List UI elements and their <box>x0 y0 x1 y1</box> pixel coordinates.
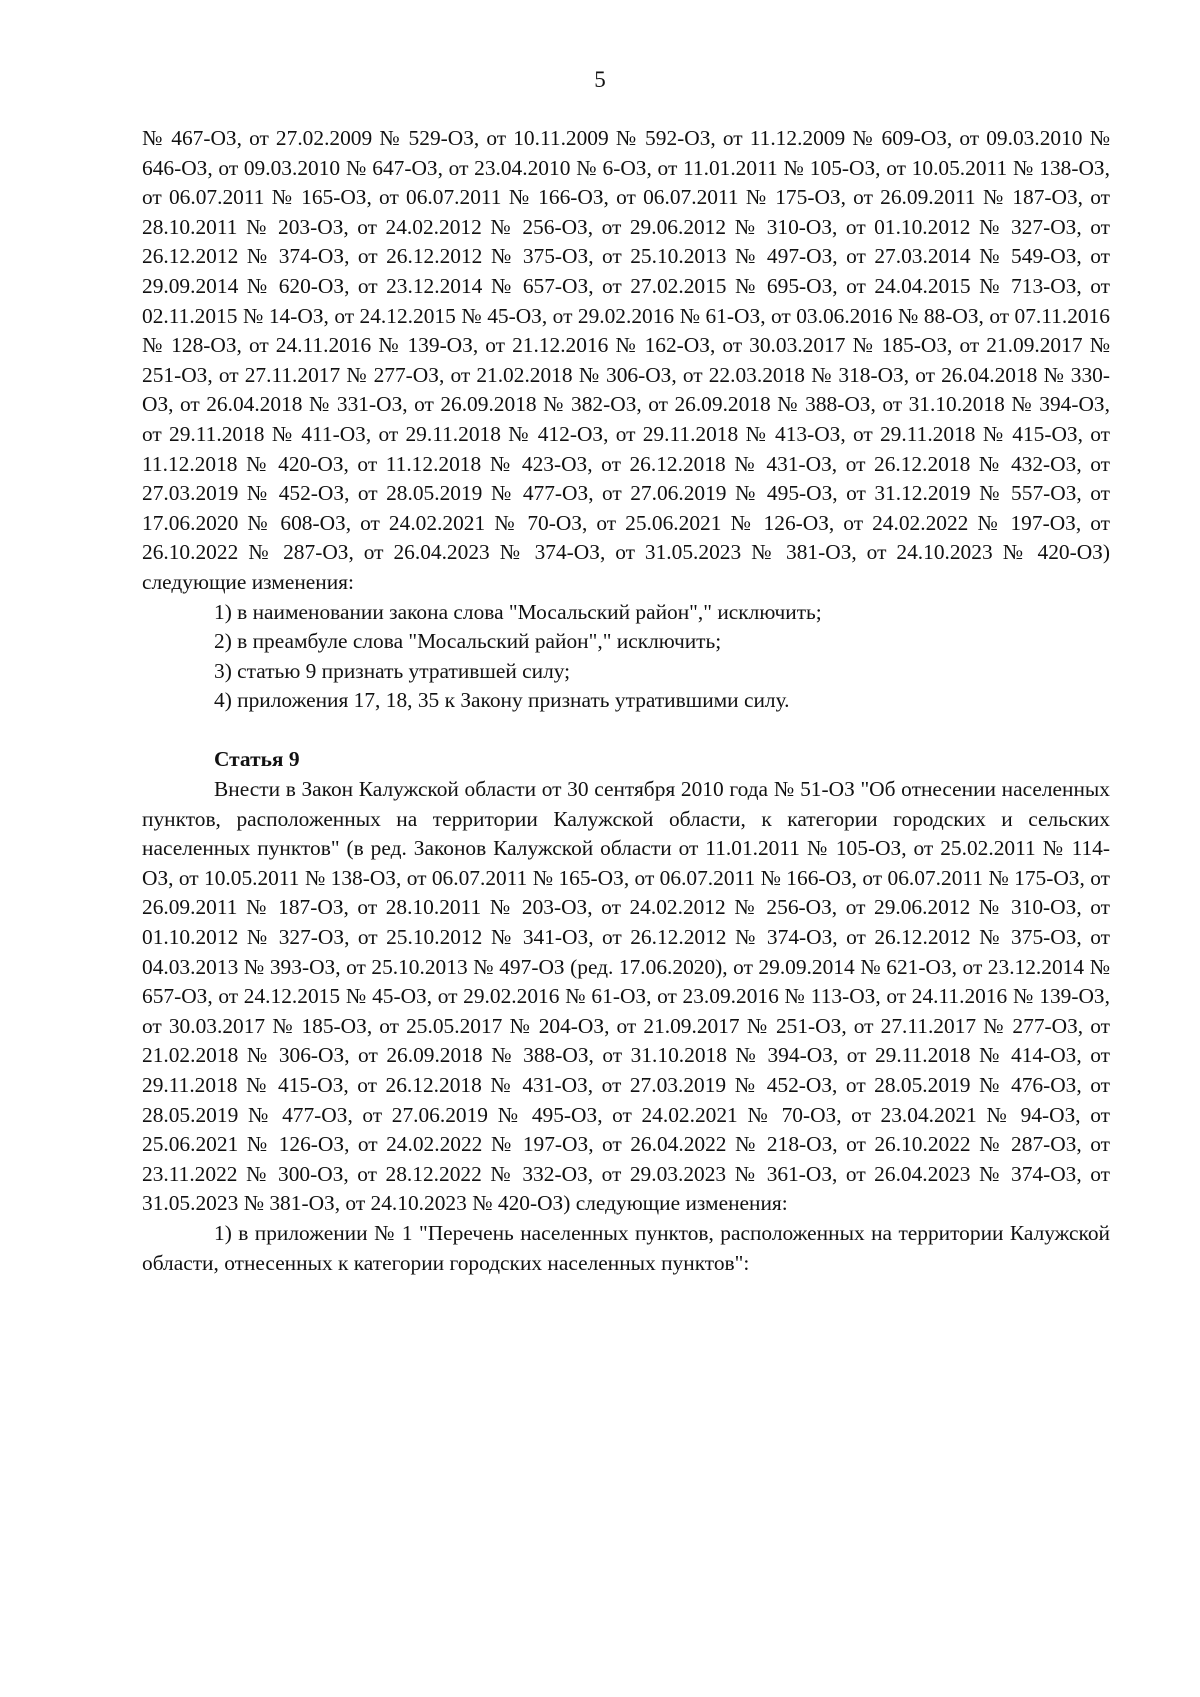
page-number: 5 <box>594 67 606 92</box>
change-item-4: 4) приложения 17, 18, 35 к Закону признать утратившими силу. <box>214 688 790 713</box>
article-paragraph: Внести в Закон Калужской области от 30 сентября 2010 года № 51-ОЗ "Об отнесении населенных пунктов, расположенных на территории Калужской области, к категории городских и сельских населенных пунктов" (в ред. Законов Калужской области от 11.01.2011 № 105-ОЗ, от 25.02.2011 № 114-ОЗ, от 10.05.2011 № 138-ОЗ, от 06.07.2011 № 165-ОЗ, от 06.07.2011 № 166-ОЗ, от 06.07.2011 № 175-ОЗ, от 26.09.2011 № 187-ОЗ, от 28.10.2011 № 203-ОЗ, от 24.02.2012 № 256-ОЗ, от 29.06.2012 № 310-ОЗ, от 01.10.2012 № 327-ОЗ, от 25.10.2012 № 341-ОЗ, от 26.12.2012 № 374-ОЗ, от 26.12.2012 № 375-ОЗ, от 04.03.2013 № 393-ОЗ, от 25.10.2013 № 497-ОЗ (ред. 17.06.2020), от 29.09.2014 № 621-ОЗ, от 23.12.2014 № 657-ОЗ, от 24.12.2015 № 45-ОЗ, от 29.02.2016 № 61-ОЗ, от 23.09.2016 № 113-ОЗ, от 24.11.2016 № 139-ОЗ, от 30.03.2017 № 185-ОЗ, от 25.05.2017 № 204-ОЗ, от 21.09.2017 № 251-ОЗ, от 27.11.2017 № 277-ОЗ, от 21.02.2018 № 306-ОЗ, от 26.09.2018 № 388-ОЗ, от 31.10.2018 № 394-ОЗ, от 29.11.2018 № 414-ОЗ, от 29.11.2018 № 415-ОЗ, от 26.12.2018 № 431-ОЗ, от 27.03.2019 № 452-ОЗ, от 28.05.2019 № 476-ОЗ, от 28.05.2019 № 477-ОЗ, от 27.06.2019 № 495-ОЗ, от 24.02.2021 № 70-ОЗ, от 23.04.2021 № 94-ОЗ, от 25.06.2021 № 126-ОЗ, от 24.02.2022 № 197-ОЗ, от 26.04.2022 № 218-ОЗ, от 26.10.2022 № 287-ОЗ, от 23.11.2022 № 300-ОЗ, от 28.12.2022 № 332-ОЗ, от 29.03.2023 № 361-ОЗ, от 26.04.2023 № 374-ОЗ, от 31.05.2023 № 381-ОЗ, от 24.10.2023 № 420-ОЗ) следующие изменения: <box>142 777 1110 1216</box>
article-heading: Статья 9 <box>214 747 300 772</box>
change-item-1: 1) в наименовании закона слова "Мосальский район"," исключить; <box>214 599 822 624</box>
article-item-1: 1) в приложении № 1 "Перечень населенных пунктов, расположенных на территории Калужской области, отнесенных к категории городских населенных пунктов": <box>142 1220 1110 1275</box>
continuation-paragraph: № 467-ОЗ, от 27.02.2009 № 529-ОЗ, от 10.11.2009 № 592-ОЗ, от 11.12.2009 № 609-ОЗ, от 09.03.2010 № 646-ОЗ, от 09.03.2010 № 647-ОЗ, от 23.04.2010 № 6-ОЗ, от 11.01.2011 № 105-ОЗ, от 10.05.2011 № 138-ОЗ, от 06.07.2011 № 165-ОЗ, от 06.07.2011 № 166-ОЗ, от 06.07.2011 № 175-ОЗ, от 26.09.2011 № 187-ОЗ, от 28.10.2011 № 203-ОЗ, от 24.02.2012 № 256-ОЗ, от 29.06.2012 № 310-ОЗ, от 01.10.2012 № 327-ОЗ, от 26.12.2012 № 374-ОЗ, от 26.12.2012 № 375-ОЗ, от 25.10.2013 № 497-ОЗ, от 27.03.2014 № 549-ОЗ, от 29.09.2014 № 620-ОЗ, от 23.12.2014 № 657-ОЗ, от 27.02.2015 № 695-ОЗ, от 24.04.2015 № 713-ОЗ, от 02.11.2015 № 14-ОЗ, от 24.12.2015 № 45-ОЗ, от 29.02.2016 № 61-ОЗ, от 03.06.2016 № 88-ОЗ, от 07.11.2016 № 128-ОЗ, от 24.11.2016 № 139-ОЗ, от 21.12.2016 № 162-ОЗ, от 30.03.2017 № 185-ОЗ, от 21.09.2017 № 251-ОЗ, от 27.11.2017 № 277-ОЗ, от 21.02.2018 № 306-ОЗ, от 22.03.2018 № 318-ОЗ, от 26.04.2018 № 330-ОЗ, от 26.04.2018 № 331-ОЗ, от 26.09.2018 № 382-ОЗ, от 26.09.2018 № 388-ОЗ, от 31.10.2018 № 394-ОЗ, от 29.11.2018 № 411-ОЗ, от 29.11.2018 № 412-ОЗ, от 29.11.2018 № 413-ОЗ, от 29.11.2018 № 415-ОЗ, от 11.12.2018 № 420-ОЗ, от 11.12.2018 № 423-ОЗ, от 26.12.2018 № 431-ОЗ, от 26.12.2018 № 432-ОЗ, от 27.03.2019 № 452-ОЗ, от 28.05.2019 № 477-ОЗ, от 27.06.2019 № 495-ОЗ, от 31.12.2019 № 557-ОЗ, от 17.06.2020 № 608-ОЗ, от 24.02.2021 № 70-ОЗ, от 25.06.2021 № 126-ОЗ, от 24.02.2022 № 197-ОЗ, от 26.10.2022 № 287-ОЗ, от 26.04.2023 № 374-ОЗ, от 31.05.2023 № 381-ОЗ, от 24.10.2023 № 420-ОЗ) следующие изменения: <box>142 126 1110 594</box>
page-body <box>142 124 1110 1278</box>
change-item-2: 2) в преамбуле слова "Мосальский район"," исключить; <box>214 629 722 654</box>
change-item-3: 3) статью 9 признать утратившей силу; <box>214 658 571 683</box>
